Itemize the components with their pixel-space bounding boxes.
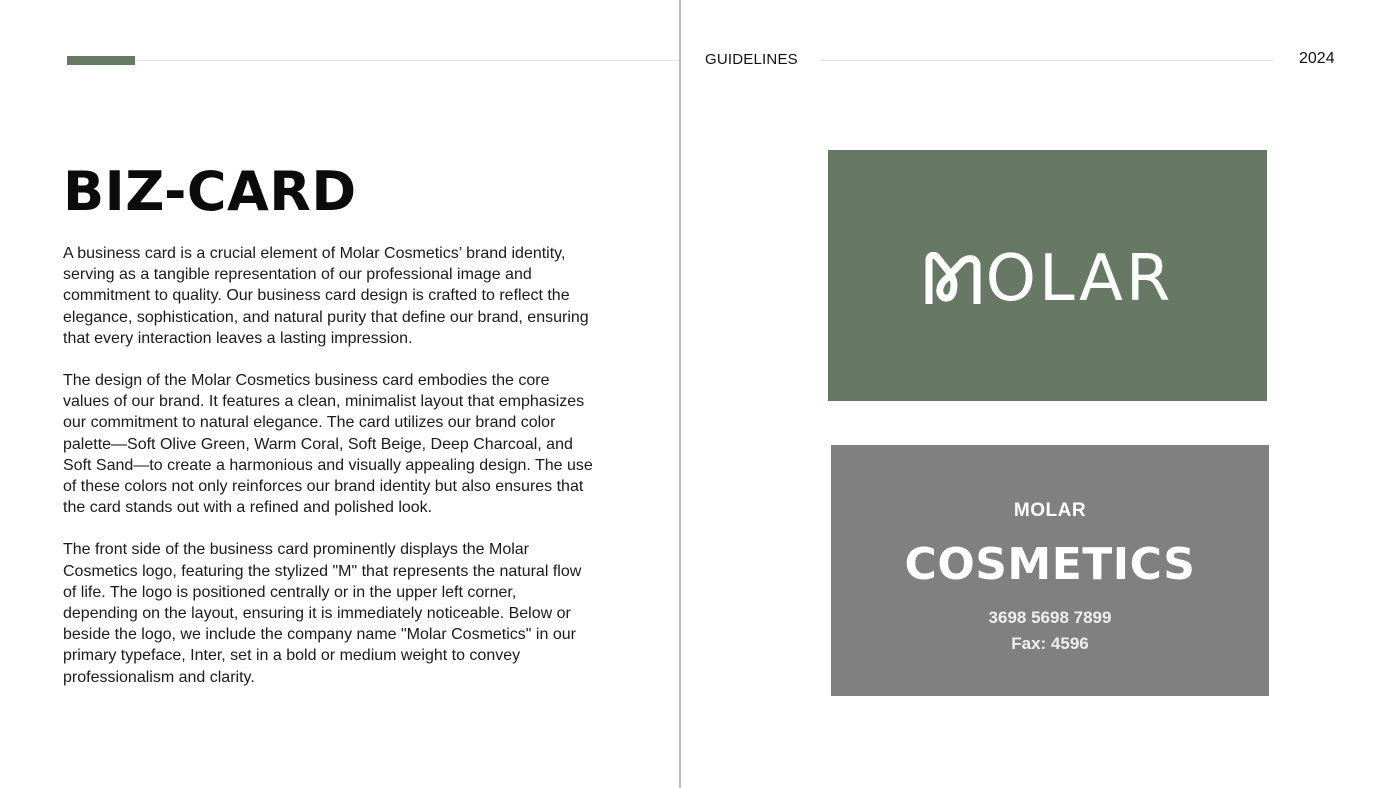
year-label: 2024 xyxy=(1299,50,1335,67)
paragraph-intro: A business card is a crucial element of Molar Cosmetics’ brand identity, serving as a tangible representation of our professional image and commitment to quality. Our business card design is crafted to reflect the elegance, sophistication, and natural purity that define our brand, ensuring that every interaction leaves a lasting impression. xyxy=(63,245,589,347)
section-label: GUIDELINES xyxy=(705,51,798,68)
molar-logo xyxy=(922,241,1174,316)
business-card-front xyxy=(828,150,1267,401)
business-card-back xyxy=(831,445,1269,696)
card-fax: Fax: 4596 xyxy=(1011,634,1089,653)
card-brand-large: COSMETICS xyxy=(904,539,1196,590)
logo-wordmark: OLAR xyxy=(985,241,1174,316)
paragraph-design: The design of the Molar Cosmetics business card embodies the core values of our brand. It features a clean, minimalist layout that emphasizes our commitment to natural elegance. The card utilizes our brand color palette—Soft Olive Green, Warm Coral, Soft Beige, Deep Charcoal, and Soft Sand—to create a harmonious and visually appealing design. The use of these colors not only reinforces our brand identity but also ensures that the card stands out with a refined and polished look. xyxy=(63,372,593,517)
stylized-m-logo-icon xyxy=(922,252,984,306)
header-rule-left xyxy=(135,60,679,61)
header-rule-right xyxy=(820,60,1274,61)
card-phone: 3698 5698 7899 xyxy=(988,608,1112,627)
page-divider xyxy=(679,0,681,788)
accent-bar xyxy=(67,56,135,65)
paragraph-front-side: The front side of the business card prominently displays the Molar Cosmetics logo, featuring the stylized "M" that represents the natural flow of life. The logo is positioned centrally or in the upper left corner, depending on the layout, ensuring it is immediately noticeable. Below or beside the logo, we include the company name "Molar Cosmetics" in our primary typeface, Inter, set in a bold or medium weight to convey professionalism and clarity. xyxy=(63,541,582,686)
body-copy xyxy=(63,243,593,709)
page-title: BIZ-CARD xyxy=(63,160,357,223)
card-brand-small: MOLAR xyxy=(1013,500,1087,521)
